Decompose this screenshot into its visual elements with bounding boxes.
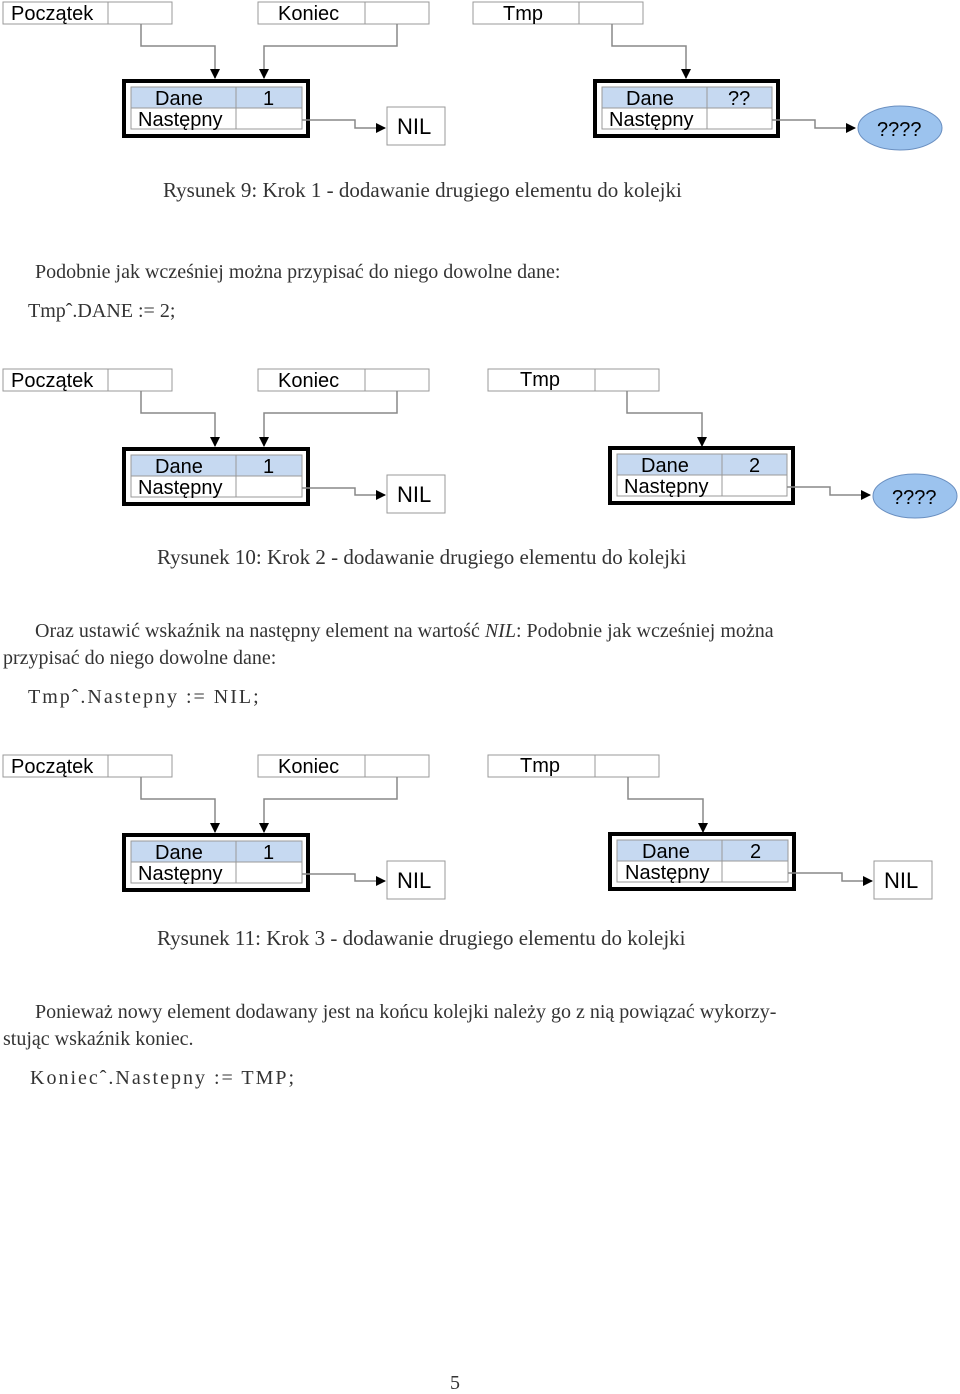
figure-caption: Rysunek 9: Krok 1 - dodawanie drugiego elementu do kolejki — [163, 178, 682, 202]
poczatek-label: Początek — [11, 756, 94, 778]
code-line: Tmpˆ.DANE := 2; — [28, 300, 176, 322]
nil-box — [874, 861, 932, 899]
node-value: 1 — [263, 88, 275, 110]
unknown-label: ???? — [892, 487, 937, 509]
node-first — [124, 81, 308, 136]
koniec-label: Koniec — [278, 3, 340, 25]
dane-label: Dane — [155, 88, 203, 110]
figure-11 — [3, 755, 932, 899]
figure-10 — [3, 369, 957, 518]
nastepny-label: Następny — [138, 109, 223, 131]
pointer-poczatek — [3, 755, 172, 778]
tmp-label: Tmp — [503, 3, 543, 25]
code-line: Koniecˆ.Nastepny := TMP; — [30, 1067, 297, 1089]
dane-label: Dane — [626, 88, 674, 110]
nastepny-label: Następny — [625, 862, 710, 884]
pointer-koniec — [258, 369, 429, 392]
node-value: 1 — [263, 456, 275, 478]
figure-9 — [3, 2, 942, 150]
koniec-label: Koniec — [278, 756, 340, 778]
pointer-koniec — [258, 2, 429, 25]
unknown-pointer — [873, 474, 957, 518]
nastepny-label: Następny — [138, 863, 223, 885]
poczatek-label: Początek — [11, 3, 94, 25]
nil-label: NIL — [397, 114, 432, 139]
tmp-label: Tmp — [520, 755, 560, 777]
node-value: ?? — [728, 88, 751, 110]
nil-box — [387, 861, 445, 899]
node-value: 2 — [750, 841, 762, 863]
node-value: 1 — [263, 842, 275, 864]
paragraph-line: przypisać do niego dowolne dane: — [3, 647, 277, 669]
poczatek-label: Początek — [11, 370, 94, 392]
nil-box — [387, 107, 445, 145]
pointer-poczatek — [3, 2, 172, 25]
paragraph-text: Oraz ustawić wskaźnik na następny element na wartość — [35, 620, 485, 642]
tmp-label: Tmp — [520, 369, 560, 391]
paragraph-line: stując wskaźnik koniec. — [3, 1028, 194, 1050]
dane-label: Dane — [155, 842, 203, 864]
paragraph-line — [35, 620, 774, 643]
paragraph-text: : Podobnie jak wcześniej można — [515, 620, 774, 642]
pointer-tmp — [488, 755, 659, 777]
node-first — [124, 835, 308, 890]
nastepny-label: Następny — [624, 476, 709, 498]
node-value: 2 — [749, 455, 761, 477]
dane-label: Dane — [641, 455, 689, 477]
paragraph-line: Ponieważ nowy element dodawany jest na końcu kolejki należy go z nią powiązać wykorzy- — [35, 1001, 777, 1023]
unknown-label: ???? — [877, 119, 922, 141]
nil-emphasis: NIL — [484, 620, 516, 642]
node-second — [595, 81, 778, 136]
figure-caption: Rysunek 10: Krok 2 - dodawanie drugiego elementu do kolejki — [157, 545, 687, 569]
pointer-poczatek — [3, 369, 172, 392]
paragraph: Podobnie jak wcześniej można przypisać do niego dowolne dane: — [35, 261, 561, 283]
node-second — [610, 448, 793, 503]
nil-box — [387, 475, 445, 513]
figure-caption: Rysunek 11: Krok 3 - dodawanie drugiego elementu do kolejki — [157, 926, 686, 950]
pointer-tmp — [473, 2, 643, 25]
node-first — [124, 449, 308, 504]
nil-label: NIL — [884, 868, 919, 893]
pointer-tmp — [488, 369, 659, 391]
code-line: Tmpˆ.Nastepny := NIL; — [28, 686, 261, 708]
dane-label: Dane — [642, 841, 690, 863]
nastepny-label: Następny — [609, 109, 694, 131]
nil-label: NIL — [397, 868, 432, 893]
nil-label: NIL — [397, 482, 432, 507]
pointer-koniec — [258, 755, 429, 778]
dane-label: Dane — [155, 456, 203, 478]
unknown-pointer — [858, 106, 942, 150]
koniec-label: Koniec — [278, 370, 340, 392]
nastepny-label: Następny — [138, 477, 223, 499]
node-second — [610, 834, 794, 889]
page-number: 5 — [450, 1372, 460, 1394]
